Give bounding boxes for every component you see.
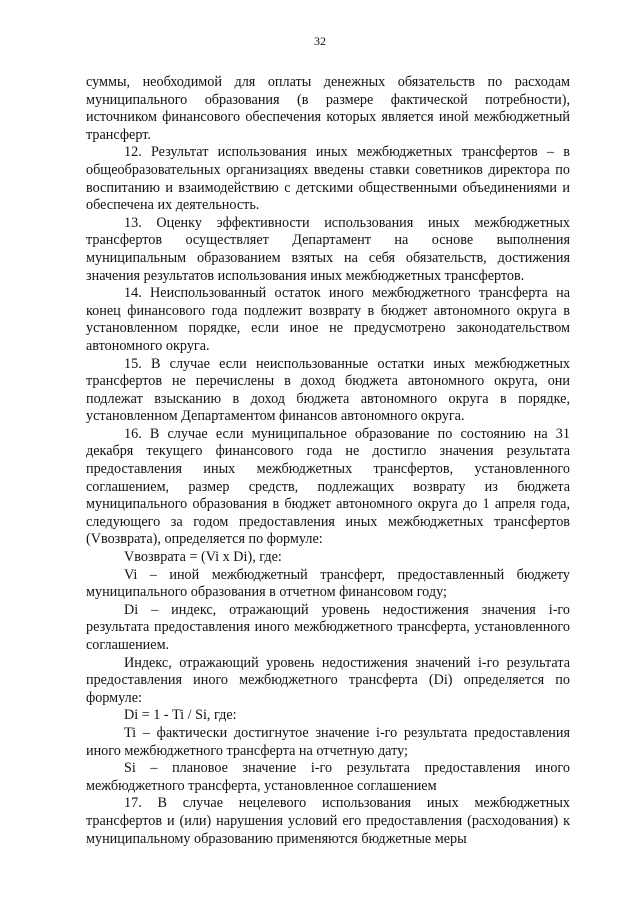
definition-vi: Vi – иной межбюджетный трансферт, предоставленный бюджету муниципального образования в отчетном финансовом году; [86, 566, 570, 601]
paragraph-13: 13. Оценку эффективности использования иных межбюджетных трансфертов осуществляет Департамент на основе выполнения муниципальным образованием взятых на себя обязательств, достижения значения результатов использования иных межбюджетных трансфертов. [86, 214, 570, 284]
definition-ti: Ti – фактически достигнутое значение i-го результата предоставления иного межбюджетного трансферта на отчетную дату; [86, 724, 570, 759]
formula-vreturn: Vвозврата = (Vi x Di), где: [124, 549, 282, 566]
index-intro: Индекс, отражающий уровень недостижения значений i-го результата предоставления иного межбюджетного трансферта (Di) определяется по формуле: [86, 654, 570, 706]
paragraph-14: 14. Неиспользованный остаток иного межбюджетного трансферта на конец финансового года подлежит возврату в бюджет автономного округа в установленном порядке, если иное не предусмотрено законодательством автономного округа. [86, 285, 570, 354]
paragraph-16: 16. В случае если муниципальное образование по состоянию на 31 декабря текущего финансового года не достигло значения результата предоставления иных межбюджетных трансфертов, установленного соглашением, размер средств, подлежащих возврату из бюджета муниципального образования в бюджет автономного округа до 1 апреля года, следующего за годом предоставления иных межбюджетных трансфертов (Vвозврата), определяется по формуле: [86, 425, 570, 548]
paragraph-15: 15. В случае если неиспользованные остатки иных межбюджетных трансфертов не перечислены в доход бюджета автономного округа, они подлежат взысканию в доход бюджета автономного округа в порядке, установленном Департаментом финансов автономного округа. [86, 355, 570, 425]
definition-di: Di – индекс, отражающий уровень недостижения значения i-го результата предоставления иного межбюджетного трансферта, установленного соглашением. [86, 601, 570, 653]
paragraph-continuation: суммы, необходимой для оплаты денежных обязательств по расходам муниципального образования (в размере фактической потребности), источником финансового обеспечения которых является иной межбюджетный трансферт. [86, 74, 570, 143]
definition-si: Si – плановое значение i-го результата предоставления иного межбюджетного трансферта, установленное соглашением [86, 760, 570, 794]
formula-di: Di = 1 - Ti / Si, где: [124, 707, 237, 724]
paragraph-12: 12. Результат использования иных межбюджетных трансфертов – в общеобразовательных организациях введены ставки советников директора по воспитанию и взаимодействию с детскими общественными объединениями и обеспечена их деятельность. [86, 144, 570, 214]
page-number: 32 [314, 34, 326, 48]
paragraph-17: 17. В случае нецелевого использования иных межбюджетных трансфертов и (или) нарушения условий его предоставления (расходования) к муниципальному образованию применяются бюджетные меры [86, 795, 570, 847]
document-body [86, 74, 570, 848]
